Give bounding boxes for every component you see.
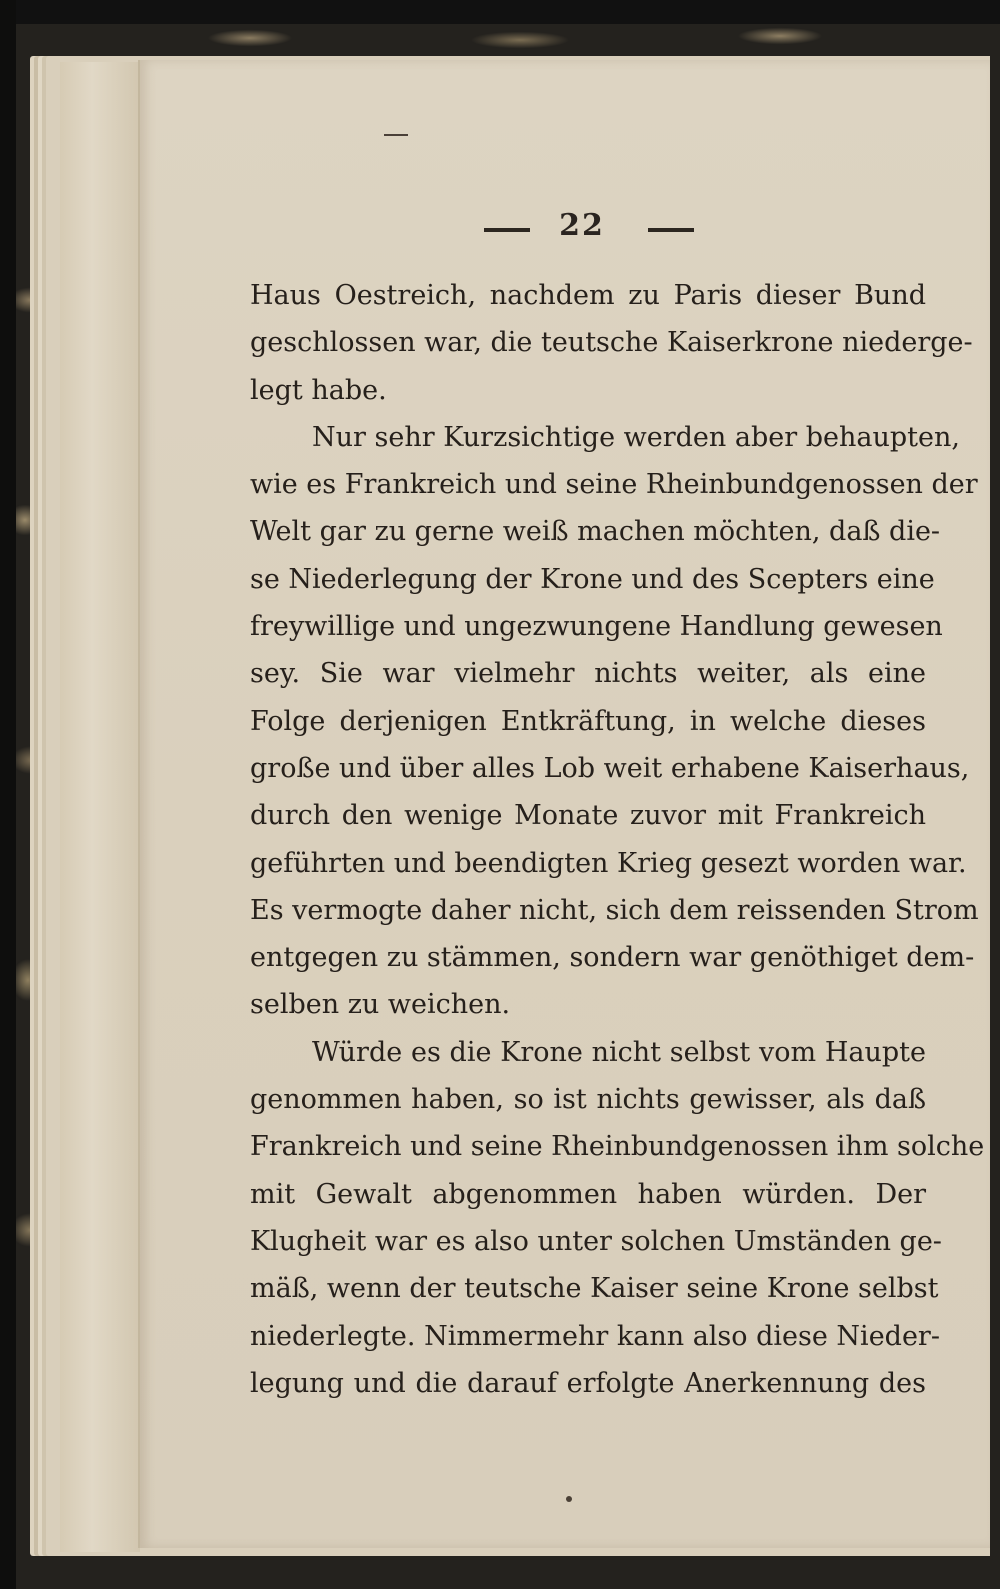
text-line: Klugheit war es also unter solchen Umständen ge-: [250, 1225, 942, 1257]
text-line: mit Gewalt abgenommen haben würden. Der: [250, 1178, 926, 1210]
header-dash-right: [648, 228, 694, 232]
cover-top-edge: [0, 0, 1000, 24]
text-line: Es vermogte daher nicht, sich dem reissenden Strom: [250, 894, 979, 926]
text-line: niederlegte. Nimmermehr kann also diese Nieder-: [250, 1320, 940, 1352]
text-line: Haus Oestreich, nachdem zu Paris dieser Bund: [250, 280, 926, 311]
text-line: Welt gar zu gerne weiß machen möchten, daß die-: [250, 516, 941, 548]
cover-spine-edge: [0, 0, 16, 1589]
text-line: geführten und beendigten Krieg gesezt worden war.: [250, 847, 967, 879]
text-line: genommen haben, so ist nichts gewisser, als daß: [250, 1084, 926, 1116]
text-line: Frankreich und seine Rheinbundgenossen ihm solche: [250, 1131, 985, 1163]
page-number: 22: [559, 208, 605, 243]
text-line: legung und die darauf erfolgte Anerkennung des: [250, 1367, 926, 1399]
text-line: legt habe.: [250, 374, 387, 406]
text-line: mäß, wenn der teutsche Kaiser seine Krone selbst: [250, 1273, 939, 1305]
ink-mark: [384, 134, 408, 136]
page-edges: [60, 62, 140, 1552]
text-line: wie es Frankreich und seine Rheinbundgenossen der: [250, 469, 978, 501]
ink-dot: [566, 1496, 572, 1502]
book-page: [138, 60, 990, 1548]
page-header: [140, 208, 990, 248]
text-line: entgegen zu stämmen, sondern war genöthiget dem-: [250, 942, 975, 974]
header-dash-left: [484, 228, 530, 232]
text-line: se Niederlegung der Krone und des Scepters eine: [250, 563, 935, 595]
text-line: selben zu weichen.: [250, 989, 511, 1021]
text-line: große und über alles Lob weit erhabene Kaiserhaus,: [250, 752, 970, 784]
text-line: freywillige und ungezwungene Handlung gewesen: [250, 611, 943, 643]
text-line: sey. Sie war vielmehr nichts weiter, als eine: [250, 658, 926, 690]
body-text: [250, 272, 985, 1407]
text-line: Nur sehr Kurzsichtige werden aber behaupten,: [312, 421, 960, 453]
text-line: geschlossen war, die teutsche Kaiserkrone niederge-: [250, 327, 973, 359]
text-line: durch den wenige Monate zuvor mit Frankreich: [250, 800, 926, 832]
text-line: Würde es die Krone nicht selbst vom Haupte: [312, 1036, 926, 1068]
text-line: Folge derjenigen Entkräftung, in welche dieses: [250, 705, 926, 737]
